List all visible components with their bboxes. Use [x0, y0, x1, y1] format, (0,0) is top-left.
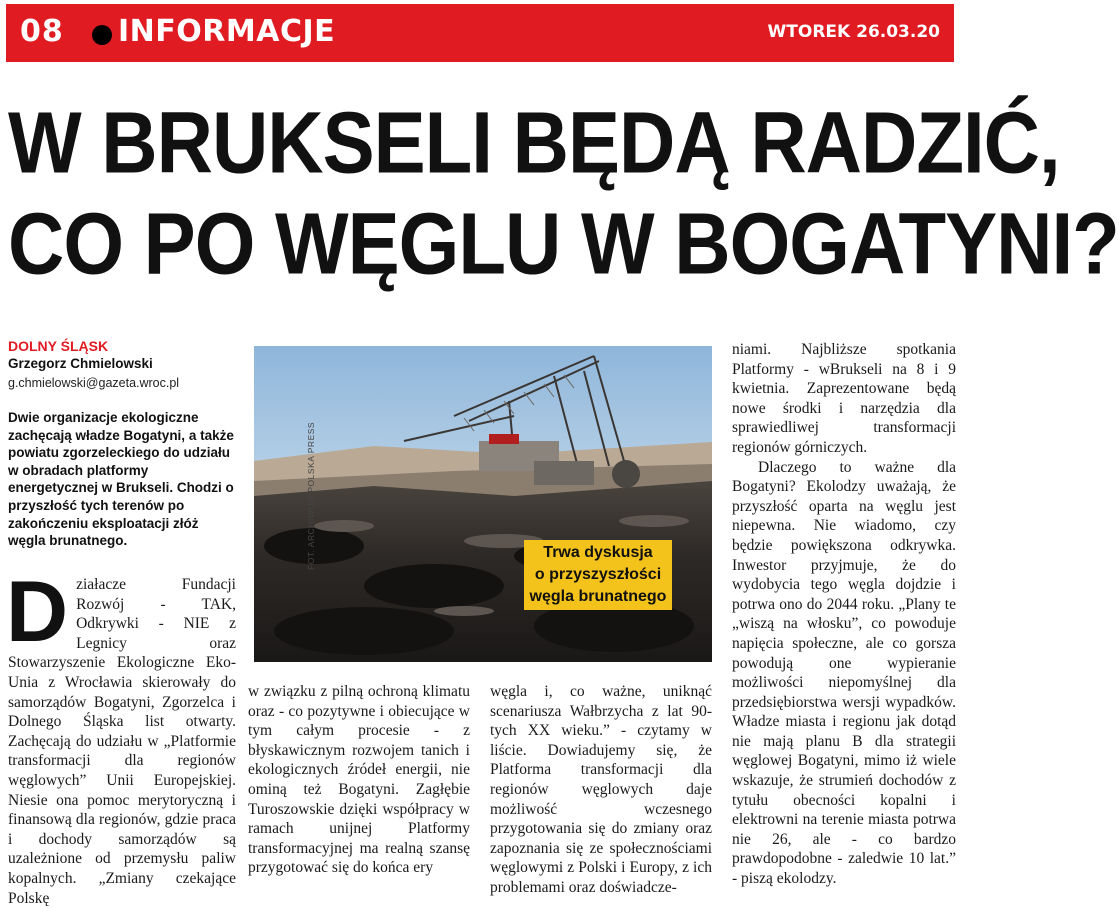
column-1-text: ziałacze Fundacji Rozwój - TAK, Odkrywki - NIE z Legnicy oraz Stowarzyszenie Ekologiczne Eko-Unia z Wrocławia skierowały do samorządów Bogatyni, Zgorzelca i Dolnego Śląska list otwarty. Zachęcają do udziału w „Platformie transformacji dla regionów węglowych” Unii Europejskiej. Niesie ona pomoc merytoryczną i finansową dla regionów, gdzie praca i dochody samorządów są uzależnione od przemysłu paliw kopalnych. „Zmiany czekające Polskę [8, 576, 236, 907]
caption-line-3: węgla brunatnego [529, 588, 667, 605]
region-label: DOLNY ŚLĄSK [8, 338, 109, 354]
bullet-dot-icon [92, 25, 112, 45]
article-column-4 [732, 340, 956, 902]
article-column-3 [490, 682, 712, 902]
article-headline [8, 92, 1119, 294]
caption-line-2: o przyszyszłości [534, 566, 662, 583]
column-4-paragraph-2: Dlaczego to ważne dla Bogatyni? Ekolodzy uważają, że przyszłość oparta na węglu jest niepewna. Nie wiadomo, czy będzie powiększona odkrywka. Inwestor przyjmuje, że do wydobycia tego węgla dojdzie i potrwa ono do 2044 roku. „Plany te „wiszą na włosku”, co powoduje napięcia społeczne, ale co gorsza powodują one wypieranie możliwości niepomyślnej dla przedsiębiorstwa wersji wypadków. Władze miasta i regionu jak dotąd nie mają planu B dla strategii węglowej Bogatyni, mimo iż wiele wskazuje, że strumień dochodów z tytułu obecności kopalni i elektrowni na terenie miasta potrwa nie 26, ale - co bardzo prawdopodobne - zaledwie 10 lat.” - piszą ekolodzy. [732, 458, 956, 888]
caption-line-1: Trwa dyskusja [543, 544, 653, 561]
drop-cap: D [6, 564, 69, 660]
headline-line-1: W BRUKSELI BĘDĄ RADZIĆ, [8, 93, 1060, 192]
page-number: 08 [20, 14, 64, 49]
column-4-paragraph-1: niami. Najbliższe spotkania Platformy - wBrukseli na 8 i 9 kwietnia. Zaprezentowane będą nowe środki i narzędzia dla sprawiedliwej transformacji regionów górniczych. [732, 341, 956, 456]
column-3-text: węgla i, co ważne, uniknąć scenariusza Wałbrzycha z lat 90-tych XX wieku.” - czytamy w liście. Dowiadujemy się, że Platforma transformacji dla regionów węglowych daje możliwość wczesnego przygotowania się do zmiany oraz zapoznania się ze społecznościami węglowymi z Polski i Europy, z ich problemami oraz doświadcze- [490, 683, 712, 896]
photo-caption [524, 540, 672, 610]
excavator-mine-image [254, 346, 712, 662]
photo-credit: FOT. ARCHIWUM POLSKA PRESS [306, 421, 316, 570]
section-header-bar [6, 4, 954, 62]
issue-date: WTOREK 26.03.20 [767, 22, 940, 42]
author-name: Grzegorz Chmielowski [8, 356, 153, 371]
headline-line-2: CO PO WĘGLU W BOGATYNI? [8, 193, 1119, 293]
article-column-2 [248, 682, 470, 902]
article-lead: Dwie organizacje ekologiczne zachęcają władze Bogatyni, a także powiatu zgorzeleckiego do udziału w obradach platformy energetycznej w Brukseli. Chodzi o przyszłość tych terenów po zakończeniu eksploatacji złóż węgla brunatnego. [8, 410, 234, 549]
article-column-1 [6, 564, 236, 907]
article-photo [254, 346, 712, 662]
author-email[interactable]: g.chmielowski@gazeta.wroc.pl [8, 376, 180, 390]
section-title: INFORMACJE [118, 14, 336, 49]
column-2-text: w związku z pilną ochroną klimatu oraz - co pozytywne i obiecujące w tym całym procesie - z błyskawicznym rozwojem tanich i ekologicznych źródeł energii, nie ominą też Bogatyni. Zagłębie Turoszowskie dzięki współpracy w ramach unijnej Platformy transformacyjnej ma realną szansę przygotować się do końca ery [248, 683, 470, 877]
